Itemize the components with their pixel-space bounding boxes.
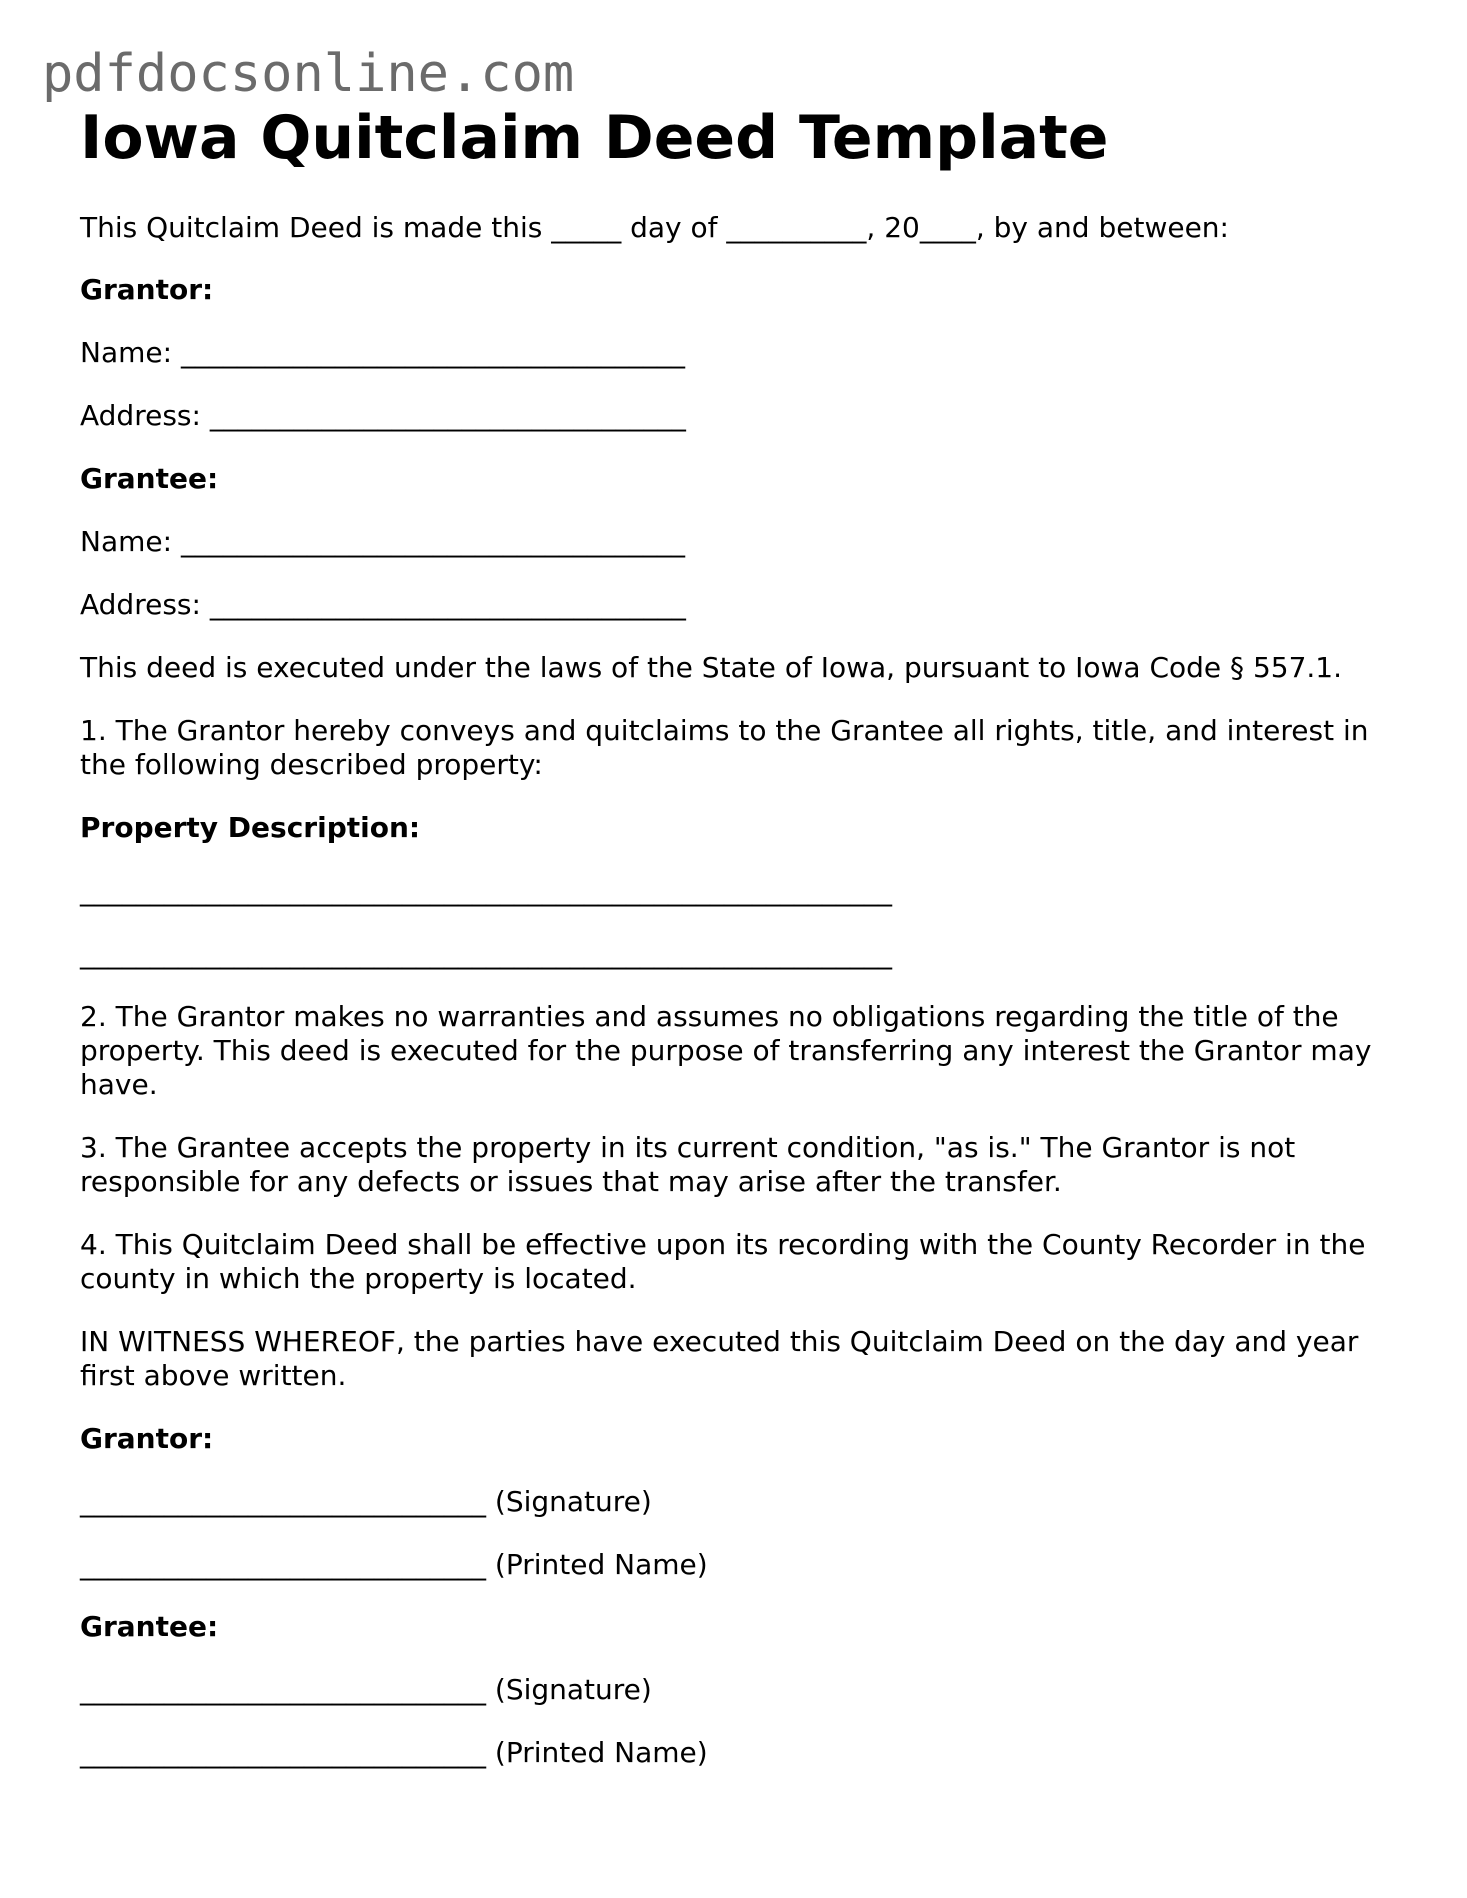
page-title: Iowa Quitclaim Deed Template bbox=[80, 103, 1109, 173]
property-blank-line-1: __________________________________________________________ bbox=[80, 874, 892, 907]
intro-line: This Quitclaim Deed is made this _____ day of __________, 20____, by and between: bbox=[80, 211, 1229, 244]
grantor-name-line: Name: ____________________________________ bbox=[80, 336, 685, 369]
clause-4: 4. This Quitclaim Deed shall be effective upon its recording with the County Recorder in the county in which the property is located. bbox=[80, 1228, 1366, 1295]
grantee-signature-line: _____________________________ (Signature) bbox=[80, 1673, 652, 1706]
grantor-heading: Grantor: bbox=[80, 273, 214, 306]
grantee-printed-name-line: _____________________________ (Printed Name) bbox=[80, 1736, 708, 1769]
grantee-address-line: Address: __________________________________ bbox=[80, 588, 686, 621]
laws-statement: This deed is executed under the laws of the State of Iowa, pursuant to Iowa Code § 557.1. bbox=[80, 651, 1342, 684]
grantor-signature-line: _____________________________ (Signature) bbox=[80, 1485, 652, 1518]
grantor-signature-heading: Grantor: bbox=[80, 1422, 214, 1455]
grantee-name-line: Name: ____________________________________ bbox=[80, 525, 685, 558]
property-blank-line-2: __________________________________________________________ bbox=[80, 937, 892, 970]
clause-3: 3. The Grantee accepts the property in its current condition, "as is." The Grantor is not responsible for any defects or issues that may arise after the transfer. bbox=[80, 1131, 1296, 1198]
grantee-heading: Grantee: bbox=[80, 462, 219, 495]
property-description-heading: Property Description: bbox=[80, 811, 421, 844]
watermark-text: pdfdocsonline.com bbox=[42, 44, 575, 104]
grantor-address-line: Address: __________________________________ bbox=[80, 399, 686, 432]
grantee-signature-heading: Grantee: bbox=[80, 1610, 219, 1643]
witness-statement: IN WITNESS WHEREOF, the parties have executed this Quitclaim Deed on the day and year first above written. bbox=[80, 1325, 1359, 1392]
grantor-printed-name-line: _____________________________ (Printed Name) bbox=[80, 1548, 708, 1581]
clause-1: 1. The Grantor hereby conveys and quitclaims to the Grantee all rights, title, and interest in the following described property: bbox=[80, 714, 1369, 781]
clause-2: 2. The Grantor makes no warranties and assumes no obligations regarding the title of the property. This deed is executed for the purpose of transferring any interest the Grantor may have. bbox=[80, 1000, 1372, 1101]
